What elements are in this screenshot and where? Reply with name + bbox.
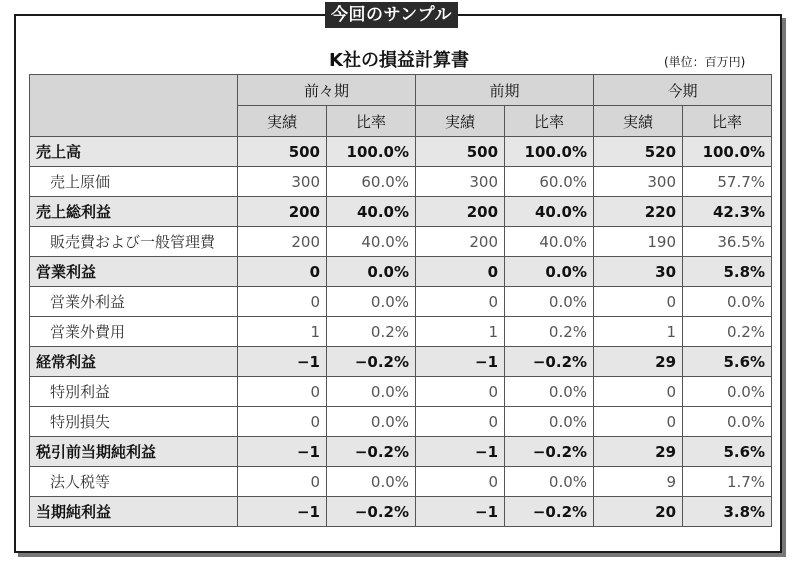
row-label: 特別利益	[30, 377, 238, 407]
ratio-value-cell: 0.0%	[327, 257, 416, 287]
ratio-value-cell: 100.0%	[505, 137, 594, 167]
row-label: 営業利益	[30, 257, 238, 287]
ratio-value-cell: 0.0%	[505, 287, 594, 317]
actual-value-cell: 0	[416, 467, 505, 497]
ratio-value-cell: 0.0%	[505, 467, 594, 497]
row-label: 売上高	[30, 137, 238, 167]
subheader-actual: 実績	[594, 106, 683, 137]
table-row	[30, 287, 772, 317]
actual-value-cell: −1	[238, 497, 327, 527]
period-header: 前期	[416, 75, 594, 106]
header-row-periods	[30, 75, 772, 106]
period-header: 前々期	[238, 75, 416, 106]
actual-value-cell: 0	[238, 377, 327, 407]
subheader-actual: 実績	[238, 106, 327, 137]
ratio-value-cell: −0.2%	[505, 347, 594, 377]
actual-value-cell: 1	[416, 317, 505, 347]
actual-value-cell: 0	[238, 407, 327, 437]
actual-value-cell: 0	[238, 467, 327, 497]
ratio-value-cell: 0.0%	[505, 377, 594, 407]
ratio-value-cell: 0.0%	[505, 257, 594, 287]
actual-value-cell: 0	[594, 407, 683, 437]
table-row	[30, 497, 772, 527]
row-label: 当期純利益	[30, 497, 238, 527]
ratio-value-cell: 0.0%	[327, 377, 416, 407]
income-statement-table	[29, 74, 772, 527]
actual-value-cell: 300	[594, 167, 683, 197]
actual-value-cell: 0	[238, 257, 327, 287]
actual-value-cell: 200	[416, 197, 505, 227]
subheader-ratio: 比率	[505, 106, 594, 137]
table-row	[30, 167, 772, 197]
row-label: 営業外費用	[30, 317, 238, 347]
actual-value-cell: 190	[594, 227, 683, 257]
table-row	[30, 317, 772, 347]
row-label: 法人税等	[30, 467, 238, 497]
table-row	[30, 257, 772, 287]
ratio-value-cell: 100.0%	[683, 137, 772, 167]
ratio-value-cell: 0.2%	[683, 317, 772, 347]
ratio-value-cell: 40.0%	[505, 197, 594, 227]
actual-value-cell: −1	[238, 437, 327, 467]
subheader-actual: 実績	[416, 106, 505, 137]
ratio-value-cell: 3.8%	[683, 497, 772, 527]
ratio-value-cell: 0.0%	[683, 407, 772, 437]
actual-value-cell: −1	[416, 347, 505, 377]
row-label: 売上総利益	[30, 197, 238, 227]
table-row	[30, 407, 772, 437]
actual-value-cell: 520	[594, 137, 683, 167]
actual-value-cell: 0	[594, 287, 683, 317]
table-row	[30, 197, 772, 227]
actual-value-cell: −1	[416, 497, 505, 527]
row-label: 売上原価	[30, 167, 238, 197]
row-label: 販売費および一般管理費	[30, 227, 238, 257]
subheader-ratio: 比率	[683, 106, 772, 137]
ratio-value-cell: 60.0%	[327, 167, 416, 197]
actual-value-cell: −1	[238, 347, 327, 377]
ratio-value-cell: 1.7%	[683, 467, 772, 497]
ratio-value-cell: −0.2%	[505, 497, 594, 527]
ratio-value-cell: −0.2%	[327, 497, 416, 527]
row-label: 営業外利益	[30, 287, 238, 317]
ratio-value-cell: 0.0%	[683, 287, 772, 317]
ratio-value-cell: −0.2%	[327, 437, 416, 467]
actual-value-cell: 30	[594, 257, 683, 287]
table-row	[30, 227, 772, 257]
table-row	[30, 347, 772, 377]
subheader-ratio: 比率	[327, 106, 416, 137]
table-row	[30, 467, 772, 497]
ratio-value-cell: 5.6%	[683, 347, 772, 377]
table-body	[30, 137, 772, 527]
actual-value-cell: 0	[416, 407, 505, 437]
actual-value-cell: 9	[594, 467, 683, 497]
ratio-value-cell: 0.2%	[327, 317, 416, 347]
actual-value-cell: 1	[238, 317, 327, 347]
row-label: 税引前当期純利益	[30, 437, 238, 467]
actual-value-cell: 500	[238, 137, 327, 167]
actual-value-cell: 220	[594, 197, 683, 227]
table-row	[30, 377, 772, 407]
ratio-value-cell: 40.0%	[505, 227, 594, 257]
actual-value-cell: 0	[594, 377, 683, 407]
ratio-value-cell: 0.0%	[327, 407, 416, 437]
actual-value-cell: 0	[416, 377, 505, 407]
ratio-value-cell: 100.0%	[327, 137, 416, 167]
actual-value-cell: 0	[238, 287, 327, 317]
table-row	[30, 437, 772, 467]
row-label: 経常利益	[30, 347, 238, 377]
row-label: 特別損失	[30, 407, 238, 437]
ratio-value-cell: 5.8%	[683, 257, 772, 287]
ratio-value-cell: 0.0%	[683, 377, 772, 407]
ratio-value-cell: 0.0%	[327, 467, 416, 497]
actual-value-cell: −1	[416, 437, 505, 467]
ratio-value-cell: −0.2%	[505, 437, 594, 467]
actual-value-cell: 29	[594, 347, 683, 377]
ratio-value-cell: 40.0%	[327, 197, 416, 227]
header-corner-cell	[30, 75, 238, 137]
unit-note: (単位：百万円)	[664, 55, 746, 69]
actual-value-cell: 200	[238, 197, 327, 227]
actual-value-cell: 0	[416, 257, 505, 287]
ratio-value-cell: 42.3%	[683, 197, 772, 227]
actual-value-cell: 300	[416, 167, 505, 197]
sample-badge: 今回のサンプル	[325, 2, 458, 28]
actual-value-cell: 500	[416, 137, 505, 167]
actual-value-cell: 1	[594, 317, 683, 347]
actual-value-cell: 300	[238, 167, 327, 197]
statement-title: K社の損益計算書	[329, 50, 469, 71]
period-header: 今期	[594, 75, 772, 106]
ratio-value-cell: 36.5%	[683, 227, 772, 257]
actual-value-cell: 0	[416, 287, 505, 317]
ratio-value-cell: 60.0%	[505, 167, 594, 197]
ratio-value-cell: 0.2%	[505, 317, 594, 347]
actual-value-cell: 29	[594, 437, 683, 467]
ratio-value-cell: 0.0%	[505, 407, 594, 437]
actual-value-cell: 200	[416, 227, 505, 257]
ratio-value-cell: 5.6%	[683, 437, 772, 467]
ratio-value-cell: −0.2%	[327, 347, 416, 377]
table-row	[30, 137, 772, 167]
actual-value-cell: 20	[594, 497, 683, 527]
ratio-value-cell: 57.7%	[683, 167, 772, 197]
ratio-value-cell: 40.0%	[327, 227, 416, 257]
actual-value-cell: 200	[238, 227, 327, 257]
ratio-value-cell: 0.0%	[327, 287, 416, 317]
